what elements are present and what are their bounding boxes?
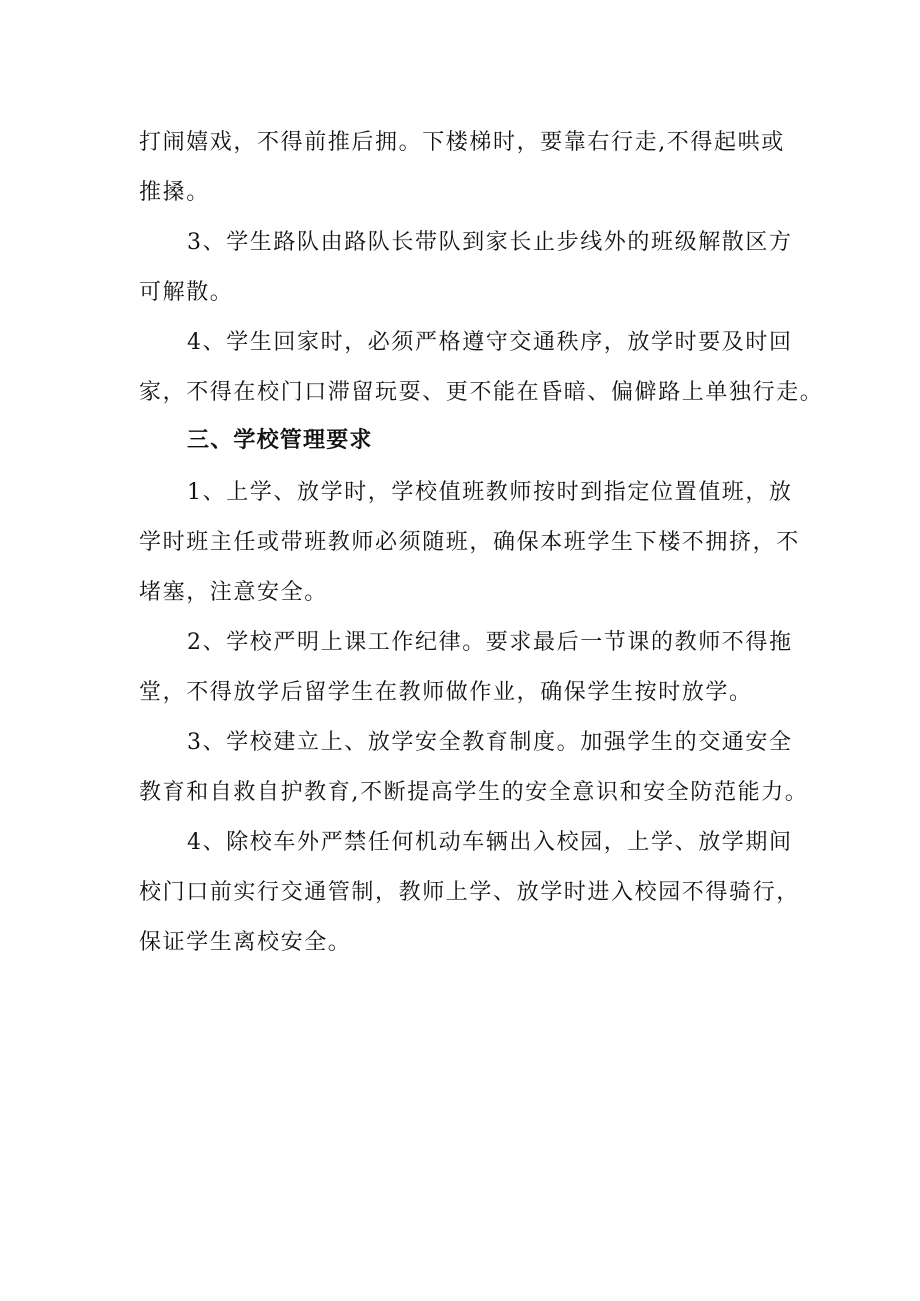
- paragraph-line: 3、学校建立上、放学安全教育制度。加强学生的交通安全: [187, 730, 793, 755]
- paragraph-line: 校门口前实行交通管制，教师上学、放学时进入校园不得骑行，: [139, 880, 800, 905]
- paragraph-line: 保证学生离校安全。: [139, 930, 352, 955]
- paragraph-line: 2、学校严明上课工作纪律。要求最后一节课的教师不得拖: [187, 630, 793, 655]
- paragraph-line: 4、除校车外严禁任何机动车辆出入校园，上学、放学期间: [187, 830, 793, 855]
- paragraph-line: 家，不得在校门口滞留玩耍、更不能在昏暗、偏僻路上单独行走。: [139, 380, 824, 405]
- paragraph-line: 3、学生路队由路队长带队到家长止步线外的班级解散区方: [187, 230, 793, 255]
- paragraph-line: 学时班主任或带班教师必须随班，确保本班学生下楼不拥挤，不: [139, 530, 800, 555]
- paragraph-line: 打闹嬉戏，不得前推后拥。下楼梯时，要靠右行走,不得起哄或: [139, 130, 785, 155]
- paragraph-line: 教育和自救自护教育,不断提高学生的安全意识和安全防范能力。: [139, 780, 809, 805]
- paragraph-line: 1、上学、放学时，学校值班教师按时到指定位置值班，放: [187, 480, 793, 505]
- paragraph-line: 4、学生回家时，必须严格遵守交通秩序，放学时要及时回: [187, 330, 793, 355]
- paragraph-line: 推搡。: [139, 180, 210, 205]
- paragraph-line: 堂，不得放学后留学生在教师做作业，确保学生按时放学。: [139, 680, 753, 705]
- paragraph-line: 堵塞，注意安全。: [139, 580, 328, 605]
- section-heading: 三、学校管理要求: [187, 428, 373, 453]
- paragraph-line: 可解散。: [139, 280, 234, 305]
